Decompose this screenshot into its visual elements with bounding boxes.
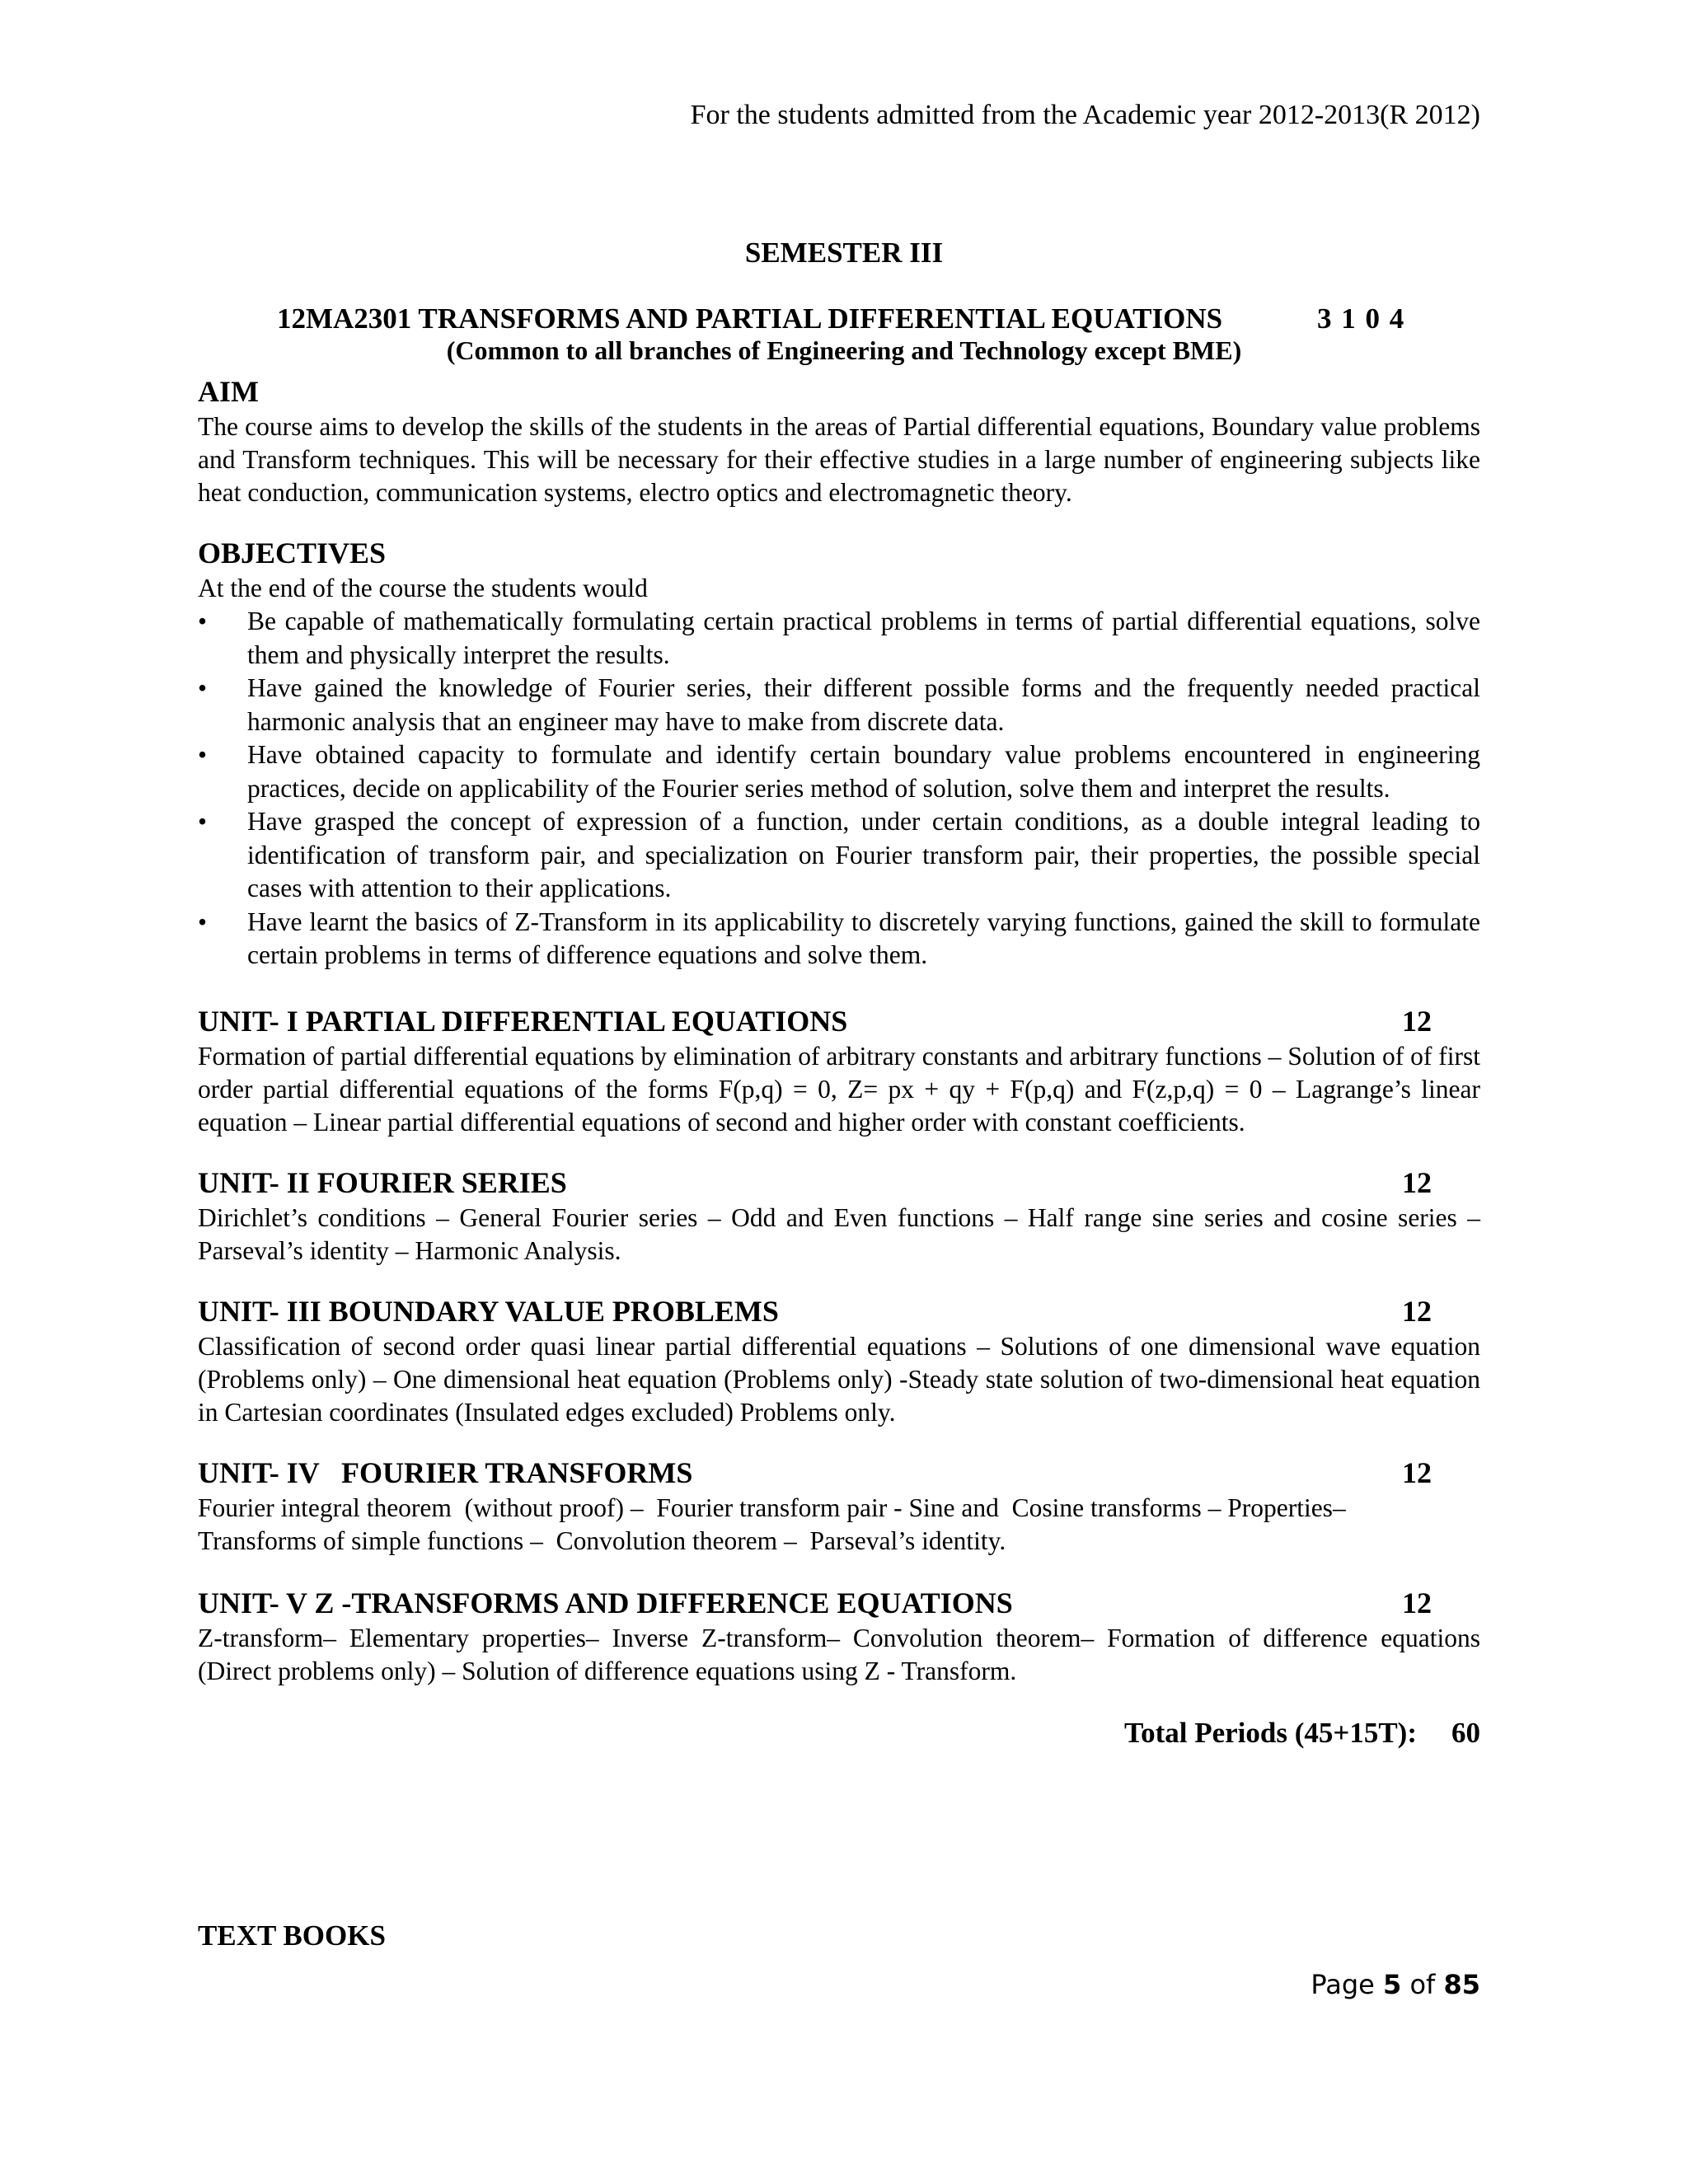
unit-heading [198,1292,1480,1330]
list-item [198,672,1480,738]
unit-3-section [198,1292,1480,1429]
total-label: Total Periods (45+15T): [1123,1717,1417,1749]
unit-text: Fourier integral theorem (without proof) – Fourier transform pair - Sine and Cosine transforms – Properties– Transforms of simple functions – Convolution theorem – Parseval’s identity. [198,1493,1353,1555]
objective-text: Have grasped the concept of expression of a function, under certain conditions, as a double integral leading to identification of transform pair, and specialization on Fourier transform pair, their properties, the possible special cases with attention to their applications. [247,807,1480,902]
objective-text: Be capable of mathematically formulating certain practical problems in terms of partial differential equations, solve them and physically interpret the results. [247,607,1480,669]
unit-hours: 12 [1402,1005,1432,1038]
bullet-icon: • [198,607,208,635]
objectives-list [198,605,1480,972]
semester-heading: SEMESTER III [744,237,944,269]
objectives-intro: At the end of the course the students would [198,574,648,602]
bullet-icon: • [198,807,208,836]
course-credits: 3 1 0 4 [1317,302,1404,335]
unit-heading [198,1584,1480,1622]
list-item [198,906,1480,972]
total-periods [1124,1714,1480,1752]
page-total: 85 [1443,1969,1480,2000]
unit-title: UNIT- V Z -TRANSFORMS AND DIFFERENCE EQUATIONS [198,1586,1013,1619]
page-current: 5 [1383,1969,1402,2000]
objective-text: Have gained the knowledge of Fourier series, their different possible forms and the frequently needed practical harmonic analysis that an engineer may have to make from discrete data. [247,673,1480,736]
text-books-heading: TEXT BOOKS [198,1919,386,1952]
page-of: of [1409,1969,1436,2000]
objective-text: Have obtained capacity to formulate and identify certain boundary value problems encountered in engineering practices, decide on applicability of the Fourier series method of solution, solve them and interpret the results. [247,740,1480,803]
course-subtitle: (Common to all branches of Engineering and Technology except BME) [446,335,1242,365]
total-value: 60 [1451,1717,1480,1749]
unit-hours: 12 [1402,1295,1432,1328]
unit-title: UNIT- IV FOURIER TRANSFORMS [198,1456,693,1489]
unit-title: UNIT- I PARTIAL DIFFERENTIAL EQUATIONS [198,1005,848,1038]
unit-text: Formation of partial differential equations by elimination of arbitrary constants and arbitrary functions – Solution of of first order partial differential equations of the forms F(p,q) = 0, Z= px + qy + F(p,q) and F(z,p,q) = 0 – Lagrange’s linear equation – Linear partial differential equations of second and higher order with constant coefficients. [198,1042,1480,1137]
unit-hours: 12 [1402,1586,1432,1619]
objectives-section [198,534,1480,972]
unit-4-section [198,1454,1480,1558]
aim-heading: AIM [198,375,259,408]
aim-section [198,373,1480,509]
unit-hours: 12 [1402,1166,1432,1199]
list-item [198,605,1480,672]
bullet-icon: • [198,740,208,769]
unit-hours: 12 [1402,1456,1432,1489]
aim-text: The course aims to develop the skills of the students in the areas of Partial differential equations, Boundary value problems and Transform techniques. This will be necessary for their effective studies in a large number of engineering subjects like heat conduction, communication systems, electro optics and electromagnetic theory. [198,412,1480,507]
unit-title: UNIT- II FOURIER SERIES [198,1166,567,1199]
unit-text: Classification of second order quasi linear partial differential equations – Solutions of one dimensional wave equation (Problems only) – One dimensional heat equation (Problems only) -Steady state solution of two-dimensional heat equation in Cartesian coordinates (Insulated edges excluded) Problems only. [198,1332,1480,1427]
unit-text: Z-transform– Elementary properties– Inverse Z-transform– Convolution theorem– Formation of difference equations (Direct problems only) – Solution of difference equations using Z - Transform. [198,1624,1480,1685]
objective-text: Have learnt the basics of Z-Transform in its applicability to discretely varying functions, gained the skill to formulate certain problems in terms of difference equations and solve them. [247,907,1480,969]
unit-2-section [198,1164,1480,1268]
unit-heading [198,1454,1480,1492]
unit-heading [198,1002,1480,1040]
unit-text: Dirichlet’s conditions – General Fourier series – Odd and Even functions – Half range sine series and cosine series – Parseval’s identity – Harmonic Analysis. [198,1203,1480,1265]
bullet-icon: • [198,673,208,702]
unit-1-section [198,1002,1480,1139]
unit-heading [198,1164,1480,1202]
list-item [198,805,1480,906]
bullet-icon: • [198,907,208,936]
list-item [198,738,1480,805]
page-number [1311,1966,1480,2003]
unit-title: UNIT- III BOUNDARY VALUE PROBLEMS [198,1295,779,1328]
unit-5-section [198,1584,1480,1688]
course-title: 12MA2301 TRANSFORMS AND PARTIAL DIFFERENTIAL EQUATIONS [277,302,1223,335]
page-prefix: Page [1311,1969,1375,2000]
header-note: For the students admitted from the Academic year 2012-2013(R 2012) [690,100,1480,130]
objectives-heading: OBJECTIVES [198,537,387,569]
